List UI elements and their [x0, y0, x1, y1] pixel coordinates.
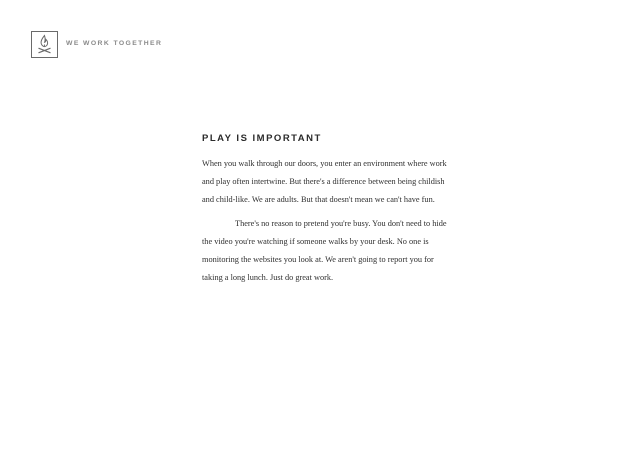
paragraph-1: When you walk through our doors, you enter an environment where work and play often intertwine. But there's a difference between being childish and child-like. We are adults. But that doesn't mean we can't have fun.	[202, 159, 447, 204]
paragraph-2	[202, 215, 452, 287]
brand-text: WE WORK TOGETHER	[66, 40, 163, 47]
section-heading: PLAY IS IMPORTANT	[202, 133, 322, 144]
campfire-logo	[31, 31, 58, 58]
content-section	[202, 133, 452, 287]
campfire-icon	[35, 34, 54, 55]
paragraph-2-text: There's no reason to pretend you're busy. You don't need to hide the video you're watching if someone walks by your desk. No one is monitoring the websites you look at. We aren't going to report you for taking a long lunch. Just do great work.	[202, 219, 447, 282]
